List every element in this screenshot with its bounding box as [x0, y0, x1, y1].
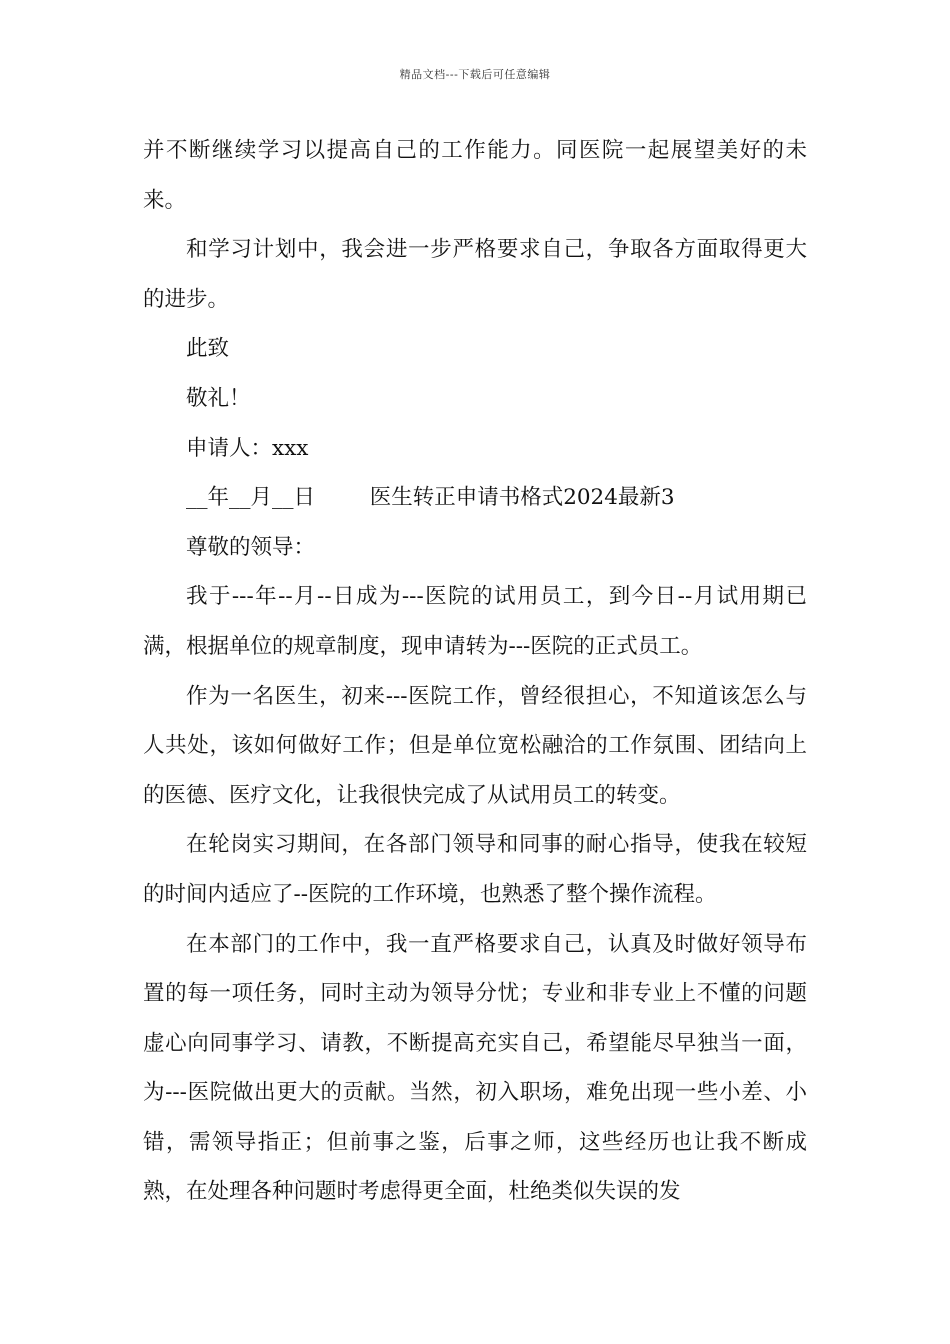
greeting: 尊敬的领导： — [186, 534, 316, 560]
document-body — [143, 126, 807, 1217]
date-title-line — [143, 473, 807, 523]
paragraph: 作为一名医生，初来---医院工作，曾经很担心，不知道该怎么与人共处，该如何做好工作；但是单位宽松融洽的工作氛围、团结向上的医德、医疗文化，让我很快完成了从试用员工的转变。 — [143, 683, 807, 808]
paragraph: 在轮岗实习期间，在各部门领导和同事的耐心指导，使我在较短的时间内适应了--医院的工作环境，也熟悉了整个操作流程。 — [143, 832, 807, 907]
paragraph: 和学习计划中，我会进一步严格要求自己，争取各方面取得更大的进步。 — [143, 237, 807, 312]
paragraph: 我于---年--月--日成为---医院的试用员工，到今日--月试用期已满，根据单位的规章制度，现申请转为---医院的正式员工。 — [143, 584, 807, 659]
section-title: 医生转正申请书格式2024最新3 — [369, 485, 675, 511]
paragraph: 在本部门的工作中，我一直严格要求自己，认真及时做好领导布置的每一项任务，同时主动为领导分忧；专业和非专业上不懂的问题虚心向同事学习、请教，不断提高充实自己，希望能尽早独当一面，为---医院做出更大的贡献。当然，初入职场，难免出现一些小差、小错，需领导指正；但前事之鉴，后事之师，这些经历也让我不断成熟，在处理各种问题时考虑得更全面，杜绝类似失误的发 — [143, 931, 807, 1205]
salutation-regards: 敬礼！ — [186, 385, 251, 411]
salutation-closing: 此致 — [186, 336, 230, 362]
page-header: 精品文档---下载后可任意编辑 — [399, 68, 551, 81]
date-blank: __年__月__日 — [186, 485, 316, 511]
applicant-line: 申请人：xxx — [186, 435, 309, 461]
paragraph-continuation: 并不断继续学习以提高自己的工作能力。同医院一起展望美好的未来。 — [143, 138, 807, 213]
